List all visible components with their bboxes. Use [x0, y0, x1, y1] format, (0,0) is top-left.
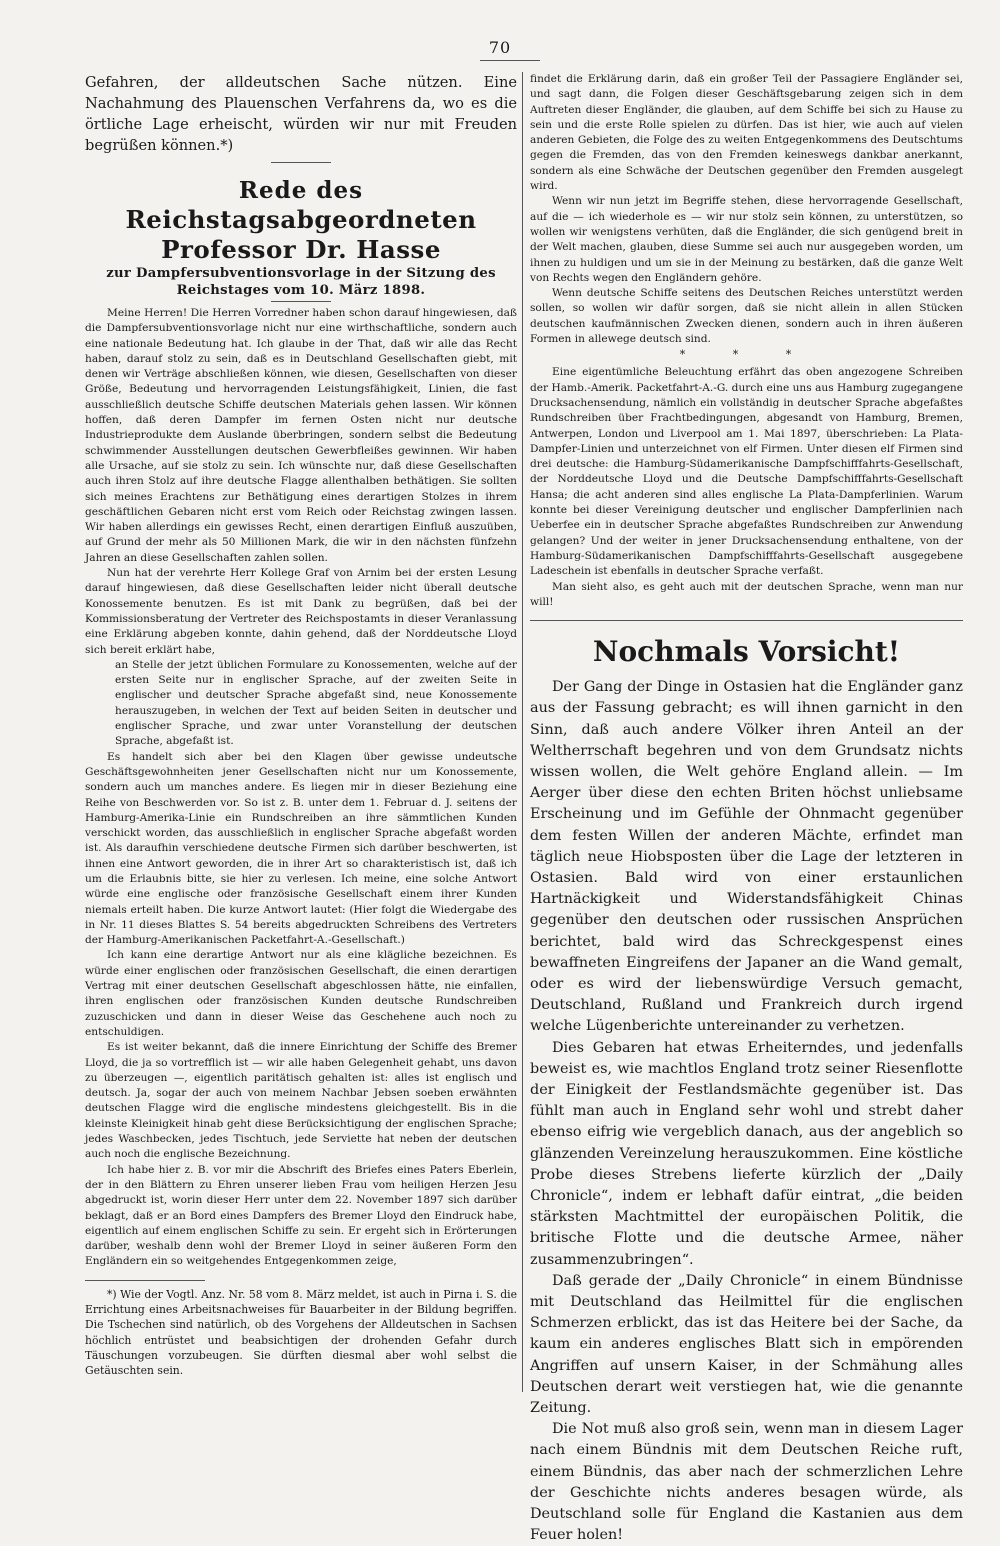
- speech-paragraph: Nun hat der verehrte Herr Kollege Graf von Arnim bei der ersten Lesung darauf hingewiesen, daß diese Gesellschaften leider nicht überall deutsche Konossemente benutzen. Es ist mit Dank zu begrüßen, daß bei der Kommissionsberatung der Vertreter des Reichspostamts in dieser Veranlassung eine Erklärung abgeben konnte, dahin gehend, daß der Norddeutsche Lloyd sich bereit erklärt habe,: [85, 567, 517, 656]
- left-column: [85, 72, 517, 1378]
- column-divider: [522, 72, 523, 1392]
- footnote: *) Wie der Vogtl. Anz. Nr. 58 vom 8. März meldet, ist auch in Pirna i. S. die Errichtung eines Arbeitsnachweises für Bauarbeiter in der Bildung begriffen. Die Tschechen sind natürlich, ob des Vorgehens der Alldeutschen in Sachsen höchlich entrüstet und beabsichtigen der drohenden Gefahr durch Täuschungen vorzubeugen. Sie dürften diesmal aber wohl selbst die Getäuschten sein.: [85, 1287, 517, 1378]
- page-number: 70: [488, 38, 512, 57]
- speech-heading-line3: zur Dampfersubventionsvorlage in der Sitzung des Reichstages vom 10. März 1898.: [106, 266, 496, 298]
- speech-paragraph: Wenn deutsche Schiffe seitens des Deutschen Reiches unterstützt werden sollen, so wollen wir dafür sorgen, daß sie nicht allein in allen Stücken deutschen kaufmännischen Zwecken dienen, sondern auch in ihren äußeren Formen in allewege deutsch sind.: [530, 287, 963, 346]
- asterism: * * *: [679, 348, 814, 362]
- section-rule: [271, 162, 331, 163]
- speech-paragraph: Ich kann eine derartige Antwort nur als eine klägliche bezeichnen. Es würde einer englischen oder französischen Gesellschaft, die einen derartigen Vertrag mit einer deutschen Gesellschaft abgeschlossen hätte, nie einfallen, ihren englischen oder französischen Kunden deutsche Rundschreiben zuzuschicken und dann in dieser Weise das Geschehene auch noch zu entschuldigen.: [85, 949, 517, 1038]
- article-heading: Nochmals Vorsicht!: [592, 635, 901, 669]
- note-paragraph: Eine eigentümliche Beleuchtung erfährt das oben angezogene Schreiben der Hamb.-Amerik. Packetfahrt-A.-G. durch eine uns aus Hamburg zugegangene Drucksachensendung, nämlich ein vollständig in deutscher Sprache abgefaßtes Rundschreiben über Frachtbedingungen, abgesandt von Hamburg, Bremen, Antwerpen, London und Liverpool am 1. Mai 1897, überschrieben: La Plata-Dampfer-Linien und unterzeichnet von elf Firmen. Unter diesen elf Firmen sind drei deutsche: die Hamburg-Südamerikanische Dampfschifffahrts-Gesellschaft, der Norddeutsche Lloyd und die Deutsche Dampfschifffahrts-Gesellschaft Hansa; die acht anderen sind alles englische La Plata-Dampferlinien. Warum konnte bei dieser Vereinigung deutscher und englischer Dampferlinien nach Ueberfee ein in deutscher Sprache abgefaßtes Rundschreiben zur Anwendung gelangen? Und der weiter in jener Drucksachensendung enthaltene, von der Hamburg-Südamerikanischen Dampfschifffahrts-Gesellschaft ausgegebene Ladeschein ist ebenfalls in deutscher Sprache verfaßt.: [530, 366, 963, 578]
- intro-paragraph: Gefahren, der alldeutschen Sache nützen. Eine Nachahmung des Plauenschen Verfahrens da, wo es die örtliche Lage erheischt, würden wir nur mit Freuden begrüßen können.*): [85, 74, 517, 154]
- article-body: [530, 677, 963, 1546]
- speech-quote: an Stelle der jetzt üblichen Formulare zu Konossementen, welche auf der ersten Seite nur in englischer Sprache, auf der zweiten Seite in englischer und deutscher Sprache abgefaßt sind, neue Konossemente herauszugeben, in welchen der Text auf beiden Seiten in deutscher und englischer Sprache, und zwar unter Voranstellung der deutschen Sprache, abgefaßt ist.: [115, 658, 517, 748]
- speech-heading-line1: Rede des: [238, 177, 364, 204]
- speech-paragraph: Meine Herren! Die Herren Vorredner haben schon darauf hingewiesen, daß die Dampfersubventionsvorlage nicht nur eine wirthschaftliche, sondern auch eine nationale Bedeutung hat. Ich glaube in der That, daß wir alle das Recht haben, darauf stolz zu sein, daß es in Deutschland Gesellschaften giebt, mit denen wir Verträge abschließen können, wie diesen, Gesellschaften von dieser Größe, Bedeutung und hervorragenden Leistungsfähigkeit, Linien, die fast ausschließlich deutsche Schiffe deutschen Materials gehen lassen. Wir können hoffen, daß deren Dampfer im fernen Osten nicht nur deutsche Industrieprodukte dem Auslande überbringen, sondern selbst die Bedeutung schwimmender Ausstellungen deutschen Gewerbfleißes gewinnen. Wir haben alle Ursache, auf sie stolz zu sein. Ich wünschte nur, daß diese Gesellschaften auch ihren Stolz auf ihre deutsche Flagge allenthalben bethätigen. Sie sollten sich meines Erachtens zur Bethätigung eines derartigen Stolzes in ihrem geschäftlichen Gebaren nicht erst vom Reich oder Reichstag zwingen lassen. Wir haben allerdings ein gewisses Recht, einen derartigen Einfluß auszuüben, auf Grund der mehr als 50 Millionen Mark, die wir in den nächsten fünfzehn Jahren an diese Gesellschaften zahlen sollen.: [85, 307, 517, 564]
- article-paragraph: Dies Gebaren hat etwas Erheiterndes, und jedenfalls beweist es, wie machtlos England trotz seiner Riesenflotte der Einigkeit der Festlandsmächte gegenüber ist. Das fühlt man auch in England sehr wohl und strebt daher ebenso eifrig wie vergeblich danach, aus der angeblich so glänzenden Vereinzelung herauszukommen. Eine köstliche Probe dieses Strebens lieferte kürzlich der „Daily Chronicle“, indem er lebhaft dafür eintrat, „die beiden stärksten Machtmittel der europäischen Politik, die britische Flotte und die deutsche Armee, näher zusammenzubringen“.: [530, 1039, 963, 1268]
- speech-heading-line2: Reichstagsabgeordneten Professor Dr. Hasse: [125, 205, 477, 264]
- intro-block: [85, 72, 517, 156]
- article-rule: [530, 620, 963, 621]
- speech-paragraph: findet die Erklärung darin, daß ein großer Teil der Passagiere Engländer sei, und sagt dann, die Folgen dieser Geschäftsgebarung zeigen sich in dem Auftreten dieser Engländer, die glauben, auf dem Schiffe bei sich zu Hause zu sein und die erste Rolle spielen zu dürfen. Das ist hier, wie auch auf vielen anderen Gebieten, die Folge des zu weiten Entgegenkommens des Deutschtums gegen die Fremden, das von den Fremden keineswegs dankbar anerkannt, sondern als eine Schwäche der Deutschen gegenüber den Fremden ausgelegt wird.: [530, 73, 963, 193]
- speech-body: [85, 306, 517, 1270]
- speech-continuation: [530, 72, 963, 347]
- heading-rule: [271, 301, 331, 302]
- footnote-block: [85, 1287, 517, 1379]
- note-paragraph: Man sieht also, es geht auch mit der deutschen Sprache, wenn man nur will!: [530, 580, 963, 608]
- speech-paragraph: Es handelt sich aber bei den Klagen über gewisse undeutsche Geschäftsgewohnheiten jener Gesellschaften nicht nur um Konossemente, sondern auch um manches andere. Es liegen mir in dieser Beziehung eine Reihe von Beschwerden vor. So ist z. B. unter dem 1. Februar d. J. seitens der Hamburg-Amerika-Linie ein Rundschreiben an ihre sämmtlichen Kunden verschickt worden, das ausschließlich in englischer Sprache abgefaßt worden ist. Als daraufhin verschiedene deutsche Firmen sich darüber beschwerten, ist ihnen eine Antwort geworden, die in ihrer Art so charakteristisch ist, daß ich um die Erlaubnis bitte, sie hier zu verlesen. Ich meine, eine solche Antwort würde eine englische oder französische Gesellschaft einem ihrer Kunden niemals erteilt haben. Die kurze Antwort lautet: (Hier folgt die Wiedergabe des in Nr. 11 dieses Blattes S. 54 bereits abgedruckten Schreibens des Vertreters der Hamburg-Amerikanischen Packetfahrt-A.-Gesellschaft.): [85, 750, 517, 947]
- article-paragraph: Die Not muß also groß sein, wenn man in diesem Lager nach einem Bündnis mit dem Deutschen Reiche ruft, einem Bündnis, das aber nach der schmerzlichen Lehre der Geschichte nichts anderes besagen würde, als Deutschland solle für England die Kastanien aus dem Feuer holen!: [530, 1421, 963, 1544]
- speech-paragraph: Ich habe hier z. B. vor mir die Abschrift des Briefes eines Paters Eberlein, der in den Blättern zu Ehren unserer lieben Frau vom heiligen Herzen Jesu abgedruckt ist, worin dieser Herr unter dem 22. November 1897 sich darüber beklagt, daß er an Bord eines Dampfers des Bremer Lloyd den Eindruck habe, eigentlich auf einem englischen Schiffe zu sein. Er ergeht sich in Erörterungen darüber, weshalb denn wohl der Bremer Lloyd in seiner äußeren Form den Engländern ein so weitgehendes Entgegenkommen zeige,: [85, 1163, 517, 1268]
- article-paragraph: Der Gang der Dinge in Ostasien hat die Engländer ganz aus der Fassung gebracht; es will ihnen garnicht in den Sinn, daß auch andere Völker ihren Anteil an der Weltherrschaft begehren und von dem Grundsatz nichts wissen wollen, die Welt gehöre England allein. — Im Aerger über diese den echten Briten höchst unliebsame Erscheinung und im Gefühle der Ohnmacht gegenüber dem festen Willen der anderen Mächte, erfindet man täglich neue Hiobsposten über die Lage der letzteren in Ostasien. Bald wird von einer erstaunlichen Hartnäckigkeit und Widerstandsfähigkeit Chinas gegenüber den deutschen oder russischen Ansprüchen berichtet, bald wird das Schreckgespenst eines bewaffneten Eingreifens der Japaner an die Wand gemalt, oder es wird der liebenswürdige Versuch gemacht, Deutschland, Rußland und Frankreich durch irgend welche Lügenberichte untereinander zu verhetzen.: [530, 679, 963, 1035]
- right-column: [530, 72, 963, 1546]
- footnote-rule: [85, 1280, 205, 1281]
- speech-paragraph: Es ist weiter bekannt, daß die innere Einrichtung der Schiffe des Bremer Lloyd, die ja so vortrefflich ist — wir alle haben Gelegenheit gehabt, uns davon zu überzeugen —, eigentlich paritätisch gehalten ist: alles ist englisch und deutsch. Ja, sogar der auch von meinem Nachbar Jebsen soeben erwähnten deutschen Flagge wird die englische mindestens gleichgestellt. Bis in die kleinste Kleinigkeit hinab geht diese Berücksichtigung der englischen Sprache; jedes Waschbecken, jedes Tischtuch, jede Serviette hat neben der deutschen auch noch die englische Bezeichnung.: [85, 1041, 517, 1161]
- editorial-note: [530, 365, 963, 610]
- speech-paragraph: Wenn wir nun jetzt im Begriffe stehen, diese hervorragende Gesellschaft, auf die — ich wiederhole es — wir nur stolz sein können, zu unterstützen, so wollen wir wenigstens verhüten, daß die Engländer, die sich genügend breit in der Welt machen, glauben, diese Summe sei auch nur ausgegeben worden, um ihnen zu huldigen und um sie in der Meinung zu bestärken, daß die ganze Welt von Rechts wegen den Engländern gehöre.: [530, 195, 963, 284]
- article-paragraph: Daß gerade der „Daily Chronicle“ in einem Bündnisse mit Deutschland das Heilmittel für die englischen Schmerzen erblickt, das ist das Heitere bei der Sache, da kaum ein anderes englisches Blatt sich in empörenden Angriffen auf unsern Kaiser, in der Schmähung alles Deutschen derart weit verstiegen hat, wie die genannte Zeitung.: [530, 1272, 963, 1416]
- page-number-rule: [480, 60, 540, 61]
